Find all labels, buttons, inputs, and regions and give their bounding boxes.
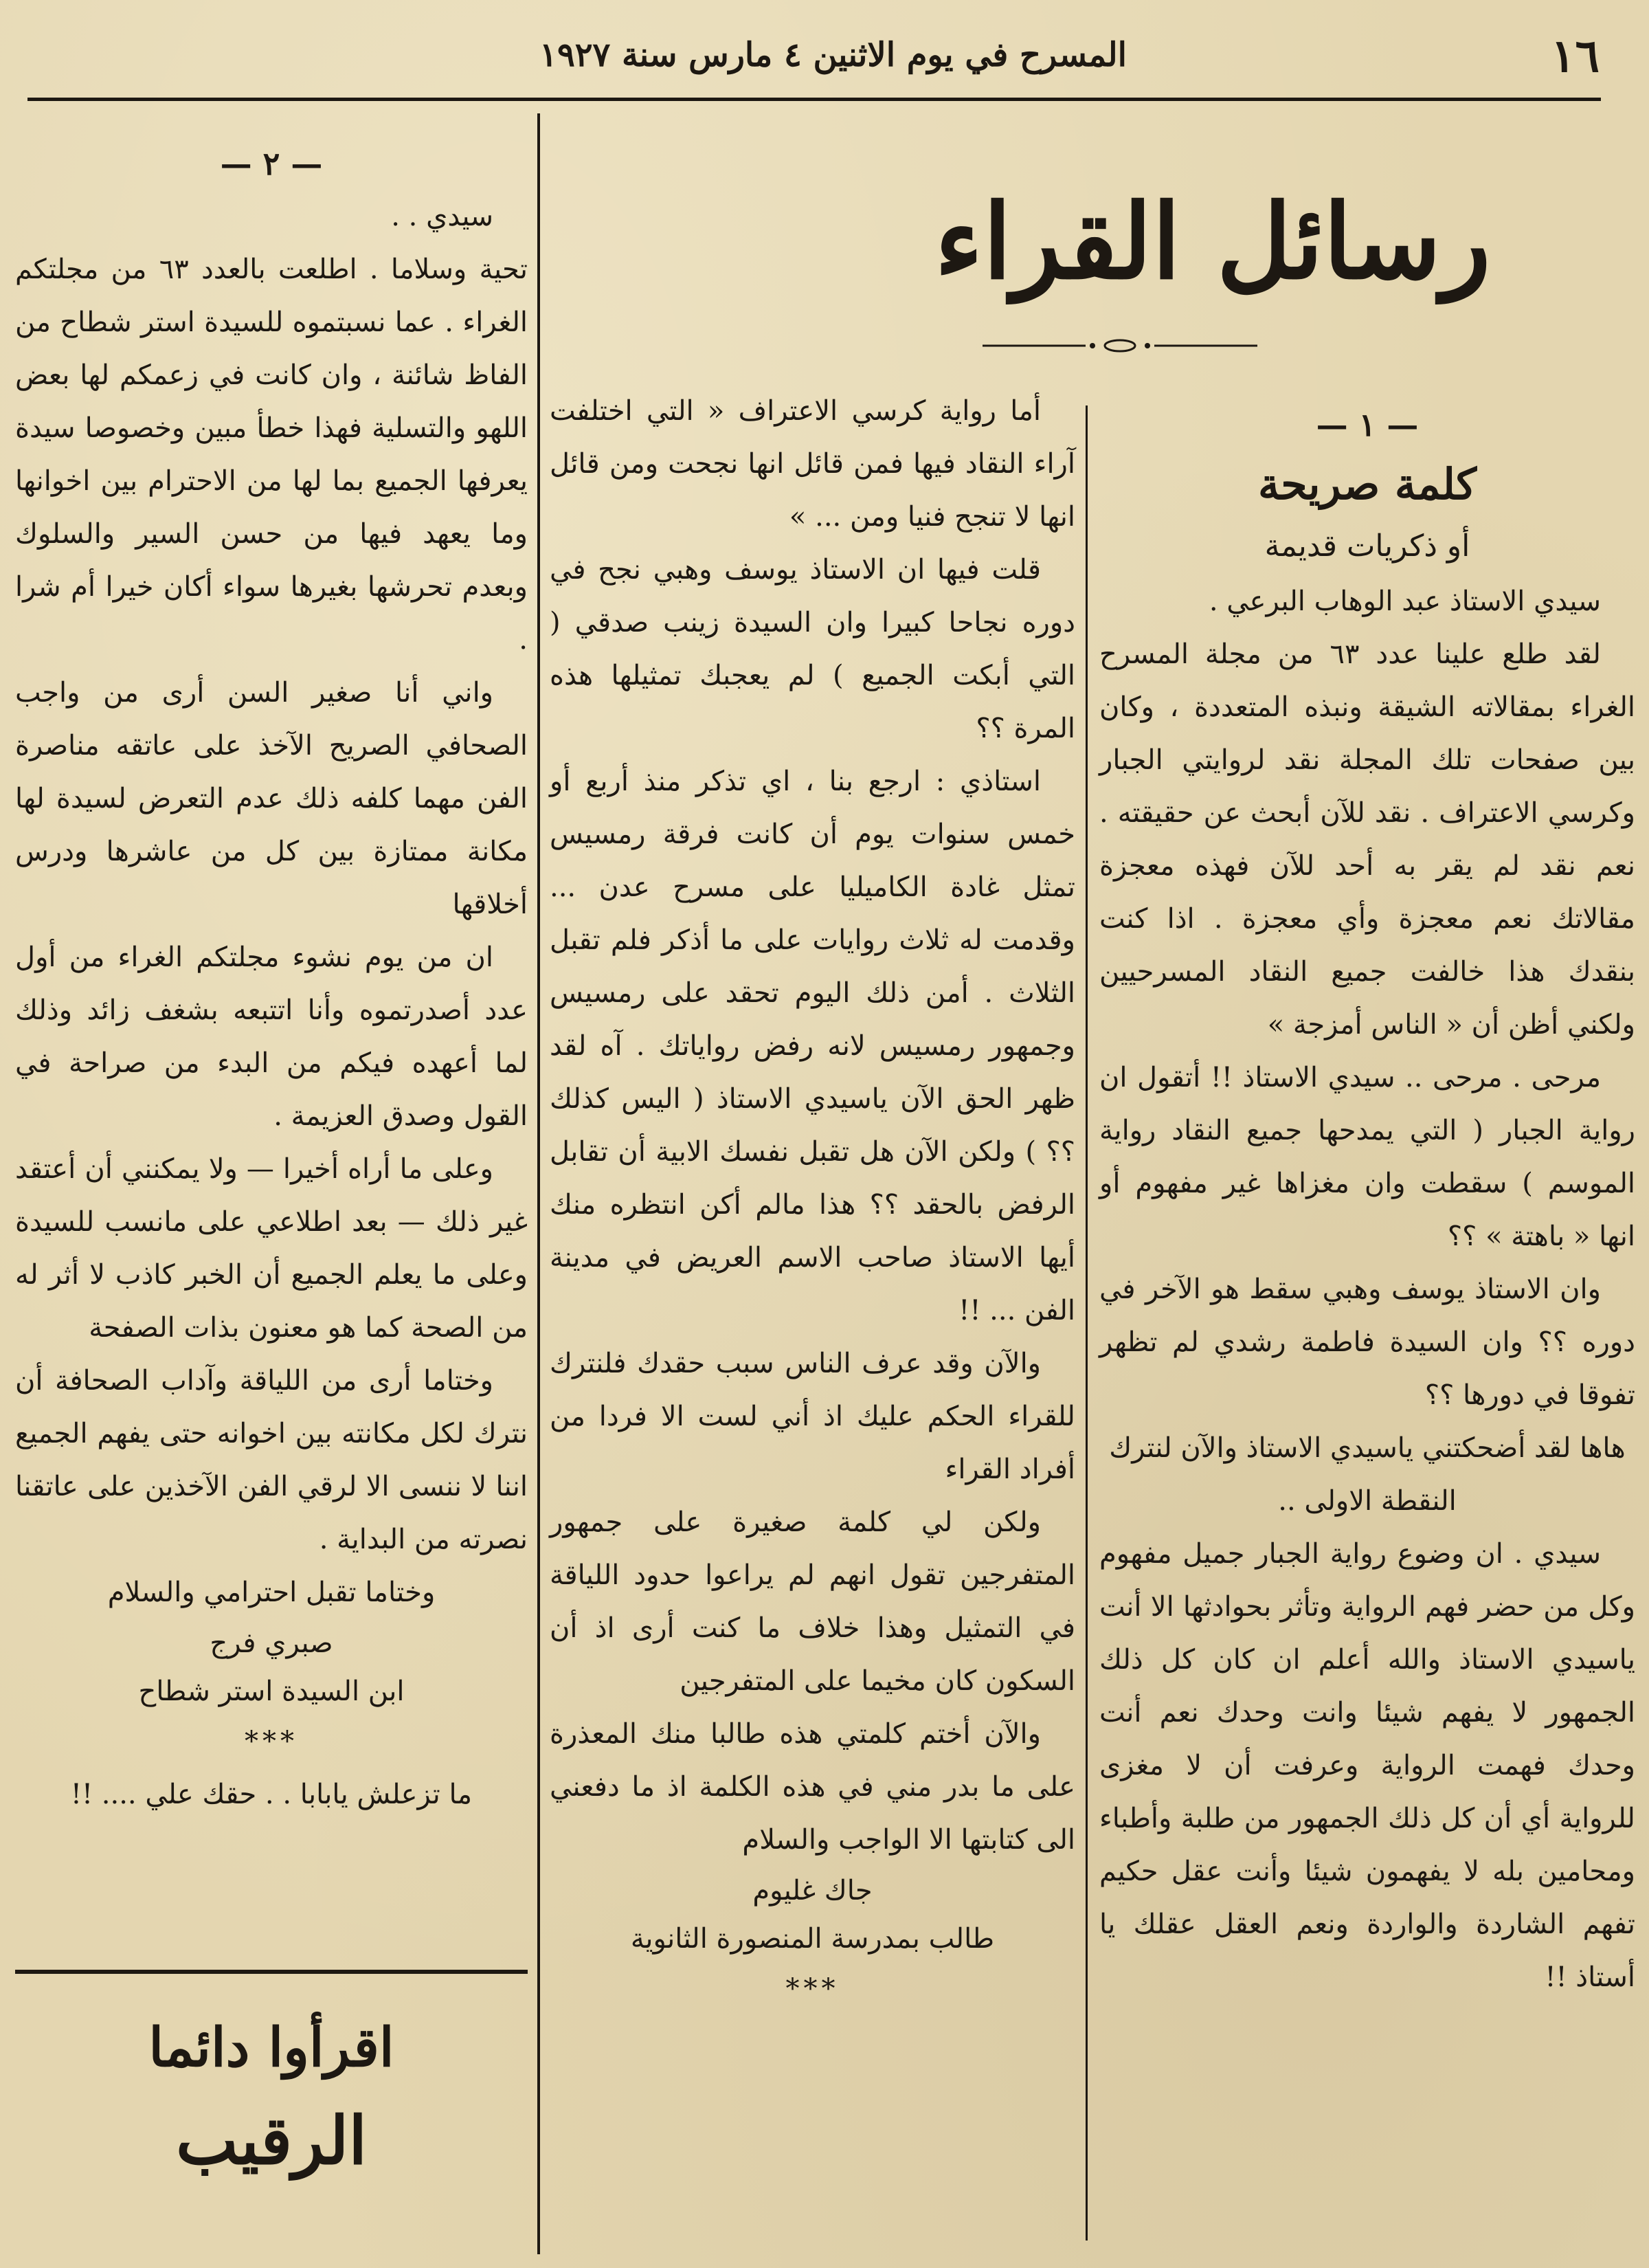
signature-title: ابن السيدة استر شطاح xyxy=(138,1676,405,1707)
article-2 xyxy=(15,137,528,1821)
paragraph: وختاما تقبل احترامي والسلام xyxy=(107,1577,436,1608)
article-title: كلمة صريحة xyxy=(1257,459,1477,509)
paragraph: وان الاستاذ يوسف وهبي سقط هو الآخر في دوره ؟؟ وان السيدة فاطمة رشدي لم تظهر تفوقا في دورها ؟؟ xyxy=(1099,1274,1635,1411)
article-1 xyxy=(1099,399,1635,2004)
advert-box xyxy=(15,2007,528,2192)
paragraph: سيدي . ان وضوع رواية الجبار جميل مفهوم وكل من حضر فهم الرواية وتأثر بحوادثها الا أنت ياسيدي الاستاذ والله أعلم ان كان كل ذلك الجمهور لا يفهم شيئا وانت وحدك نعم أنت وحدك فهمت الرواية وعرفت أن لا مغزى للرواية أي أن كل ذلك الجمهور من طلبة وأطباء ومحامين بله لا يفهمون شيئا وأنت عقل حكيم تفهم الشاردة والواردة ونعم العقل عقلك يا أستاذ !! xyxy=(1099,1538,1635,1993)
advert-divider xyxy=(15,1970,528,1974)
paragraph: وعلى ما أراه أخيرا — ولا يمكنني أن أعتقد غير ذلك — بعد اطلاعي على مانسب للسيدة وعلى ما يعلم الجميع أن الخبر كاذب لا أثر له من الصحة كما هو معنون بذات الصفحة xyxy=(15,1153,528,1344)
editor-reply: ما تزعلش يابابا . . حقك علي .... !! xyxy=(70,1779,473,1810)
paragraph: ان من يوم نشوء مجلتكم الغراء من أول عدد أصدرتموه وأنا اتتبعه بشغف زائد وذلك لما أعهده فيكم من البدء من صراحة في القول وصدق العزيمة . xyxy=(15,942,528,1132)
publication-line: المسرح في يوم الاثنين ٤ مارس سنة ١٩٢٧ xyxy=(539,36,1127,74)
signature-name: صبري فرج xyxy=(210,1627,333,1659)
paragraph: سيدي . . xyxy=(391,201,493,232)
paragraph: والآن وقد عرف الناس سبب حقدك فلنترك للقراء الحكم عليك اذ أني لست الا فردا من أفراد القراء xyxy=(550,1348,1075,1485)
paragraph: مرحى . مرحى .. سيدي الاستاذ !! أتقول ان رواية الجبار ( التي يمدحها جميع النقاد رواية الموسم ) سقطت وان مغزاها غير مفهوم أو انها « باهتة » ؟؟ xyxy=(1099,1062,1635,1252)
advert-publication-name: الرقيب xyxy=(175,2102,367,2179)
article-subtitle: أو ذكريات قديمة xyxy=(1264,529,1470,564)
paragraph: لقد طلع علينا عدد ٦٣ من مجلة المسرح الغراء بمقالاته الشيقة ونبذه المتعددة ، وكان بين صفحات تلك المجلة نقد لروايتي الجبار وكرسي الاعتراف . نقد للآن أبحث عن حقيقته . نعم نقد لم يقر به أحد للآن فهذه معجزة مقالاتك نعم معجزة وأي معجزة . اذا كنت بنقدك هذا خالفت جميع النقاد المسرحيين ولكني أظن أن « الناس أمزجة » xyxy=(1099,638,1635,1041)
paragraph: هاها لقد أضحكتني ياسيدي الاستاذ والآن لنترك النقطة الاولى .. xyxy=(1109,1432,1626,1517)
paragraph: ولكن لي كلمة صغيرة على جمهور المتفرجين تقول انهم لم يراعوا حدود اللياقة في التمثيل وهذا خلاف ما كنت أرى اذ أن السكون كان مخيما على المتفرجين xyxy=(550,1507,1075,1697)
signature-name: جاك غليوم xyxy=(752,1875,873,1906)
page-number: ١٦ xyxy=(1551,29,1600,82)
paragraph: سيدي الاستاذ عبد الوهاب البرعي . xyxy=(1209,586,1601,617)
paragraph: واني أنا صغير السن أرى من واجب الصحافي الصريح الآخذ على عاتقه مناصرة الفن مهما كلفه ذلك عدم التعرض لسيدة لها مكانة ممتازة بين كل من عاشرها ودرس أخلاقها xyxy=(15,677,528,920)
paragraph: وختاما أرى من اللياقة وآداب الصحافة أن نترك لكل مكانته بين اخوانه حتى يفهم الجميع اننا لا ننسى الا لرقي الفن الآخذين على عاتقنا نصرته من البداية . xyxy=(15,1365,528,1555)
signature-title: طالب بمدرسة المنصورة الثانوية xyxy=(630,1923,995,1955)
advert-line: اقرأوا دائما xyxy=(148,2016,394,2079)
end-mark: *** xyxy=(785,1973,840,2005)
header-rule xyxy=(27,98,1601,101)
column-divider xyxy=(537,113,540,2254)
paragraph: استاذي : ارجع بنا ، اي تذكر منذ أربع أو خمس سنوات يوم أن كانت فرقة رمسيس تمثل غادة الكاميليا على مسرح عدن ... وقدمت له ثلاث روايات على ما أذكر فلم تقبل الثلاث . أمن ذلك اليوم تحقد على رمسيس وجمهور رمسيس لانه رفض رواياتك . آه لقد ظهر الحق الآن ياسيدي الاستاذ ( اليس كذلك ؟؟ ) ولكن الآن هل تقبل نفسك الابية أن تقابل الرفض بالحقد ؟؟ هذا مالم أكن انتظره منك أيها الاستاذ صاحب الاسم العريض في مدينة الفن ... !! xyxy=(550,766,1075,1326)
paragraph: والآن أختم كلمتي هذه طالبا منك المعذرة على ما بدر مني في هذه الكلمة اذ ما دفعني الى كتابتها الا الواجب والسلام xyxy=(550,1718,1075,1856)
section-title: رسائل القراء xyxy=(934,181,1491,302)
ornament-divider xyxy=(983,335,1257,356)
article-1-continued xyxy=(550,385,1075,2016)
end-mark: *** xyxy=(245,1726,298,1757)
paragraph: تحية وسلاما . اطلعت بالعدد ٦٣ من مجلتكم الغراء . عما نسبتموه للسيدة استر شطاح من الفاظ شائنة ، وان كانت في زعمكم لها بعض اللهو والتسلية فهذا خطأ مبين وخصوصا سيدة يعرفها الجميع بما لها من الاحترام بين اخوانها وما يعهد فيها من حسن السير والسلوك وبعدم تحرشها بغيرها سواء أكان خيرا أم شرا . xyxy=(15,254,528,656)
article-number: — ٢ — xyxy=(220,145,323,182)
paragraph: قلت فيها ان الاستاذ يوسف وهبي نجح في دوره نجاحا كبيرا وان السيدة زينب صدقي ( التي أبكت الجميع ) لم يعجبك تمثيلها هذه المرة ؟؟ xyxy=(550,554,1075,744)
paragraph: أما رواية كرسي الاعتراف « التي اختلفت آراء النقاد فيها فمن قائل انها نجحت ومن قائل انها لا تنجح فنيا ومن ... » xyxy=(550,395,1075,533)
column-divider xyxy=(1086,405,1088,2241)
article-number: — ١ — xyxy=(1316,406,1419,443)
